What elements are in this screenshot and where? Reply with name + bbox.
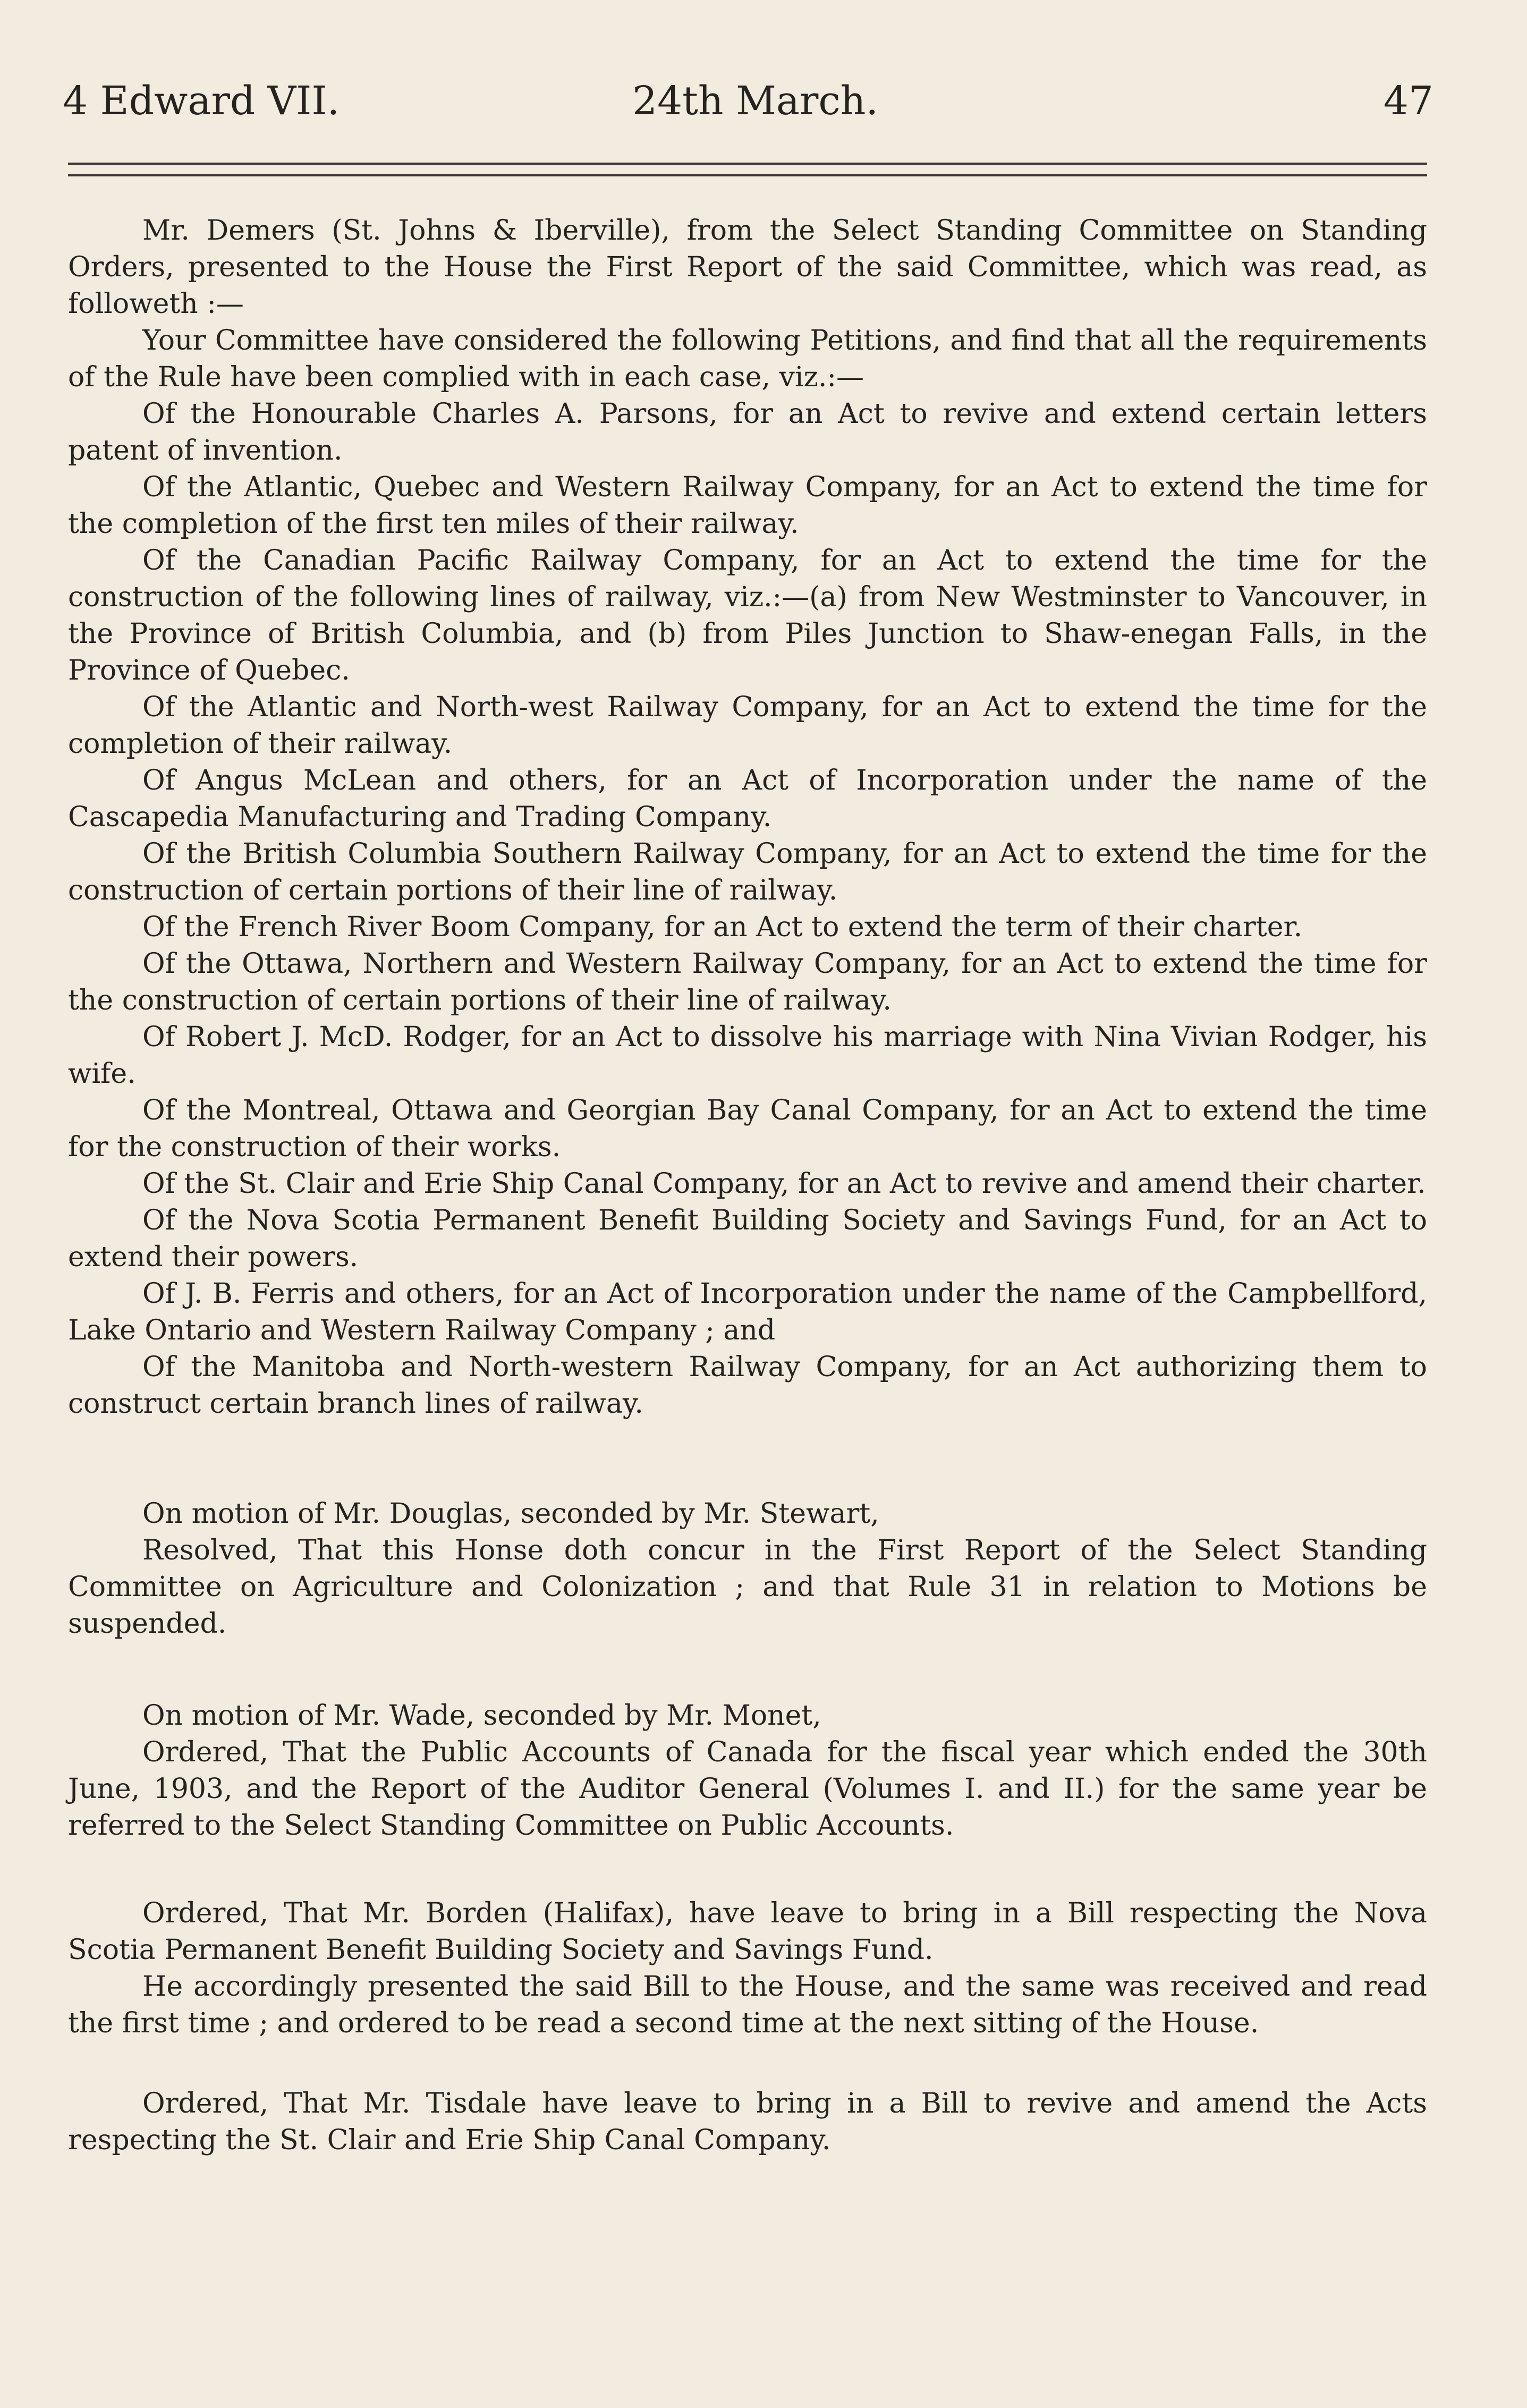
tisdale-bill-section [68,2085,1427,2159]
petition-item: Of the British Columbia Southern Railway Company, for an Act to extend the time for the construction of certain portions of their line of railway. [68,838,1427,906]
borden-bill-section [68,1895,1427,2042]
header-rule-top [68,163,1427,165]
order-text: Ordered, That Mr. Borden (Halifax), have leave to bring in a Bill respecting the Nova Scotia Permanent Benefit Building Society and Savings Fund. [68,1897,1427,1966]
regnal-year: 4 Edward VII. [63,78,340,124]
header-date: 24th March. [632,78,878,124]
petition-item: Of the French River Boom Company, for an Act to extend the term of their charter. [142,911,1303,943]
section-spacer [68,2042,1427,2085]
petition-item: Of the Montreal, Ottawa and Georgian Bay Canal Company, for an Act to extend the time for the construction of their works. [68,1095,1427,1163]
petition-item: Of the Honourable Charles A. Parsons, for an Act to revive and extend certain letters patent of invention. [68,398,1427,467]
section-spacer [68,1422,1427,1496]
petition-item: Of J. B. Ferris and others, for an Act of Incorporation under the name of the Campbellford, Lake Ontario and Western Railway Company ; and [68,1278,1427,1346]
committee-statement: Your Committee have considered the following Petitions, and find that all the requirements of the Rule have been complied with in each case, viz.:— [68,325,1427,393]
order-text: Ordered, That the Public Accounts of Canada for the fiscal year which ended the 30th June, 1903, and the Report of the Auditor General (Volumes I. and II.) for the same year be referred to the Select Standing Committee on Public Accounts. [68,1736,1427,1842]
page-number: 47 [1383,78,1433,124]
petition-item: Of Robert J. McD. Rodger, for an Act to dissolve his marriage with Nina Vivian Rodger, his wife. [68,1021,1427,1090]
presentation-text: He accordingly presented the said Bill to the House, and the same was received and read the first time ; and ordered to be read a second time at the next sitting of the House. [68,1971,1427,2039]
motion-line: On motion of Mr. Douglas, seconded by Mr. Stewart, [142,1498,879,1530]
report-intro: Mr. Demers (St. Johns & Iberville), from the Select Standing Committee on Standing Orders, presented to the House the First Report of the said Committee, which was read, as followeth :— [68,215,1427,320]
journal-body [68,213,1427,2159]
resolution-text: Resolved, That this Honse doth concur in the First Report of the Select Standing Committee on Agriculture and Colonization ; and that Rule 31 in relation to Motions be suspended. [68,1534,1427,1640]
petition-item: Of Angus McLean and others, for an Act of Incorporation under the name of the Cascapedia Manufacturing and Trading Company. [68,765,1427,833]
running-header [63,74,1433,128]
petition-item: Of the St. Clair and Erie Ship Canal Company, for an Act to revive and amend their charter. [142,1168,1426,1200]
petition-item: Of the Nova Scotia Permanent Benefit Building Society and Savings Fund, for an Act to extend their powers. [68,1205,1427,1273]
section-spacer [68,1642,1427,1698]
committee-report-section [68,213,1427,1422]
petition-item: Of the Atlantic, Quebec and Western Railway Company, for an Act to extend the time for the completion of the first ten miles of their railway. [68,471,1427,540]
order-text: Ordered, That Mr. Tisdale have leave to bring in a Bill to revive and amend the Acts respecting the St. Clair and Erie Ship Canal Company. [68,2088,1427,2156]
header-rule-bottom [68,174,1427,176]
petition-item: Of the Ottawa, Northern and Western Railway Company, for an Act to extend the time for the construction of certain portions of their line of railway. [68,948,1427,1016]
petition-item: Of the Canadian Pacific Railway Company, for an Act to extend the time for the construction of the following lines of railway, viz.:—(a) from New Westminster to Vancouver, in the Province of British Columbia, and (b) from Piles Junction to Shaw-enegan Falls, in the Province of Quebec. [68,545,1427,686]
petition-item: Of the Manitoba and North-western Railway Company, for an Act authorizing them to construct certain branch lines of railway. [68,1351,1427,1420]
petition-item: Of the Atlantic and North-west Railway Company, for an Act to extend the time for the completion of their railway. [68,691,1427,760]
douglas-motion-section [68,1496,1427,1642]
motion-line: On motion of Mr. Wade, seconded by Mr. Monet, [142,1700,821,1732]
section-spacer [68,1844,1427,1895]
wade-motion-section [68,1698,1427,1844]
